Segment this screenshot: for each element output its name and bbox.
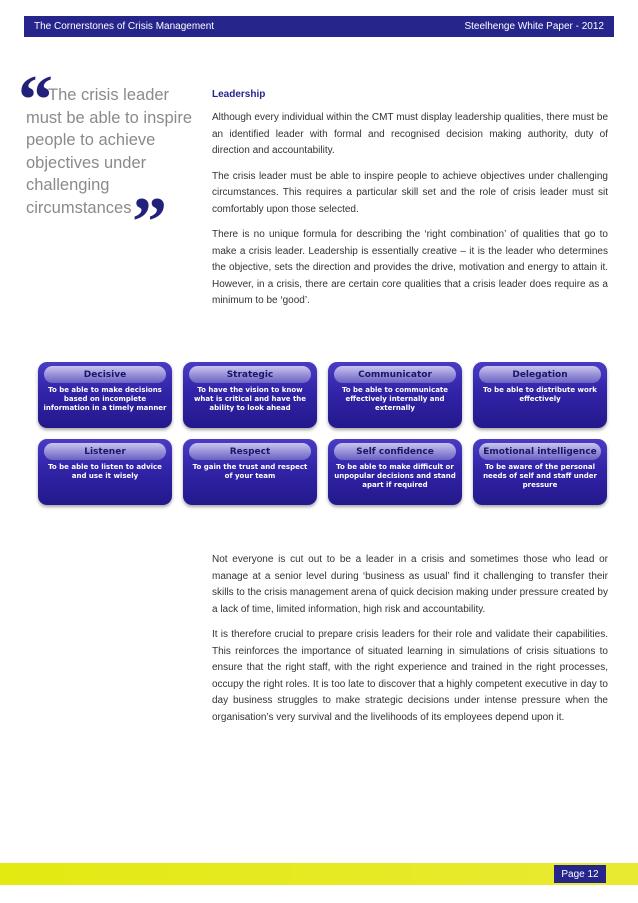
page-header	[24, 16, 614, 37]
quality-card-emotional-intelligence	[473, 439, 607, 505]
series-title: Steelhenge White Paper - 2012	[464, 21, 604, 32]
quality-card-delegation	[473, 362, 607, 428]
card-description: To be able to distribute work effectively	[483, 386, 597, 403]
document-title: The Cornerstones of Crisis Management	[34, 21, 215, 32]
card-description: To be able to make difficult or unpopular decisions and stand apart if required	[334, 463, 456, 489]
card-title: Self confidence	[334, 443, 456, 460]
paragraph: Although every individual within the CMT must display leadership qualities, there must be an identified leader with formal and recognised decision making authority, duty of direction and accountability.	[212, 112, 608, 156]
card-title: Strategic	[189, 366, 311, 383]
paragraph: The crisis leader must be able to inspire people to achieve objectives under challenging circumstances. This requires a particular skill set and the role of crisis leader must sit comfortably upon those selected.	[212, 170, 608, 215]
open-quote-icon: “	[18, 62, 53, 139]
card-description: To gain the trust and respect of your team	[192, 463, 308, 480]
page-number: Page 12	[554, 865, 606, 883]
pull-quote-line: objectives under	[26, 153, 147, 172]
body-text-bottom	[212, 552, 608, 735]
quality-card-listener	[38, 439, 172, 505]
leadership-qualities-grid	[38, 362, 608, 505]
paragraph: It is therefore crucial to prepare crisis leaders for their role and validate their capabilities. This reinforces the importance of situated learning in simulations of crisis situations to ensure that the right staff, with the right experience and trained in the right processes, occupy the right roles. It is too late to discover that a highly competent executive in day to day business struggles to make strategic decisions under intense pressure when the organisation’s very survival and the livelihoods of its employees depend upon it.	[212, 629, 608, 723]
card-description: To be able to communicate effectively internally and externally	[341, 386, 449, 412]
card-title: Respect	[189, 443, 311, 460]
pull-quote-line: challenging	[26, 176, 110, 194]
pull-quote-line: The crisis leader	[48, 86, 170, 104]
footer-bar	[0, 863, 638, 885]
pull-quote-line: circumstances	[26, 198, 132, 217]
quality-card-decisive	[38, 362, 172, 428]
quality-card-strategic	[183, 362, 317, 428]
card-title: Delegation	[479, 366, 601, 383]
card-title: Communicator	[334, 366, 456, 383]
card-description: To be able to listen to advice and use it wisely	[48, 463, 162, 480]
card-title: Listener	[44, 443, 166, 460]
paragraph: Not everyone is cut out to be a leader in a crisis and sometimes those who lead or manage at a senior level during ‘business as usual’ find it challenging to transfer their skills to the crisis management arena of quick decision making under pressure created by a lack of time, limited information, high risk and accountability.	[212, 554, 608, 615]
pull-quote	[26, 84, 198, 219]
card-title: Emotional intelligence	[479, 443, 601, 460]
pull-quote-line: people to achieve	[26, 131, 156, 149]
card-title: Decisive	[44, 366, 166, 383]
card-description: To be aware of the personal needs of self and staff under pressure	[483, 463, 597, 489]
close-quote-icon: ”	[132, 184, 167, 261]
paragraph: There is no unique formula for describing the ‘right combination’ of qualities that go to make a crisis leader. Leadership is essentially creative – it is the leader who determines the objective, sets the direction and provides the drive, motivation and energy to attain it. However, in a crisis, there are certain core qualities that a crisis leader does require as a minimum to be ‘good’.	[212, 229, 608, 306]
quality-card-respect	[183, 439, 317, 505]
body-text-top	[212, 110, 608, 319]
section-heading: Leadership	[212, 89, 266, 100]
pull-quote-line: must be able to inspire	[26, 108, 193, 127]
quality-card-communicator	[328, 362, 462, 428]
quality-card-self-confidence	[328, 439, 462, 505]
card-description: To be able to make decisions based on incomplete information in a timely manner	[43, 386, 167, 412]
card-description: To have the vision to know what is critical and have the ability to look ahead	[193, 386, 307, 412]
